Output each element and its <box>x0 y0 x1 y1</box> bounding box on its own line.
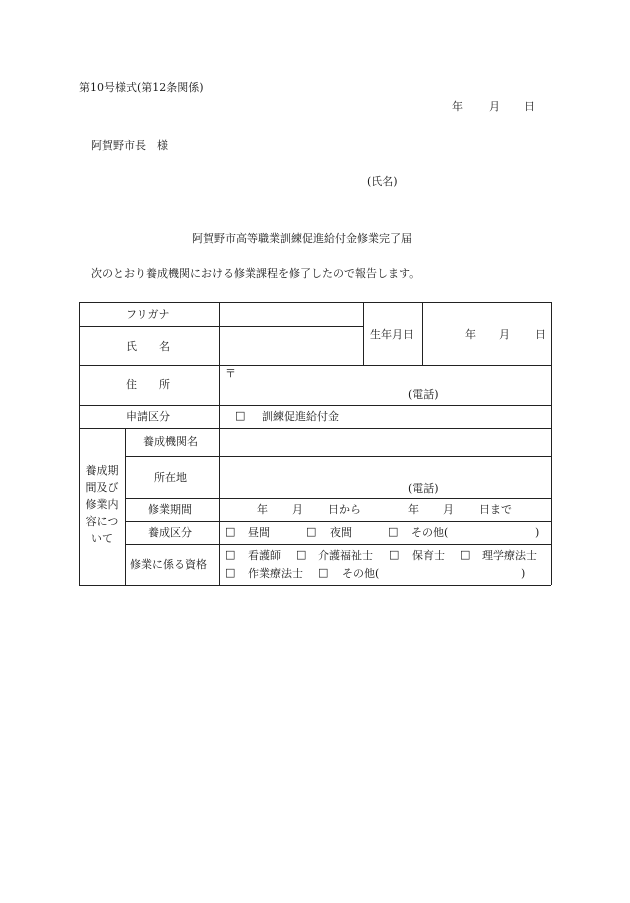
address-phone-label: (電話) <box>408 388 439 401</box>
section-label-line: 養成期 <box>85 464 119 477</box>
childcare-label: 保育士 <box>412 549 445 562</box>
birth-day-label: 日 <box>535 328 546 341</box>
nighttime-checkbox[interactable]: □ <box>306 525 317 538</box>
name-field[interactable] <box>221 328 361 363</box>
furigana-label: フリガナ <box>126 308 170 321</box>
section-label-line: 修業内 <box>85 498 119 511</box>
institution-name-field[interactable] <box>221 430 549 454</box>
form-number: 第10号様式(第12条関係) <box>79 81 204 94</box>
training-other-close: ) <box>535 526 540 539</box>
location-phone-label: (電話) <box>408 482 439 495</box>
occupational-checkbox[interactable]: □ <box>225 566 236 579</box>
daytime-checkbox[interactable]: □ <box>225 525 236 538</box>
application-checkbox[interactable]: □ <box>235 409 246 422</box>
daytime-label: 昼間 <box>248 526 270 539</box>
section-label <box>79 462 125 547</box>
birth-year-label: 年 <box>465 328 476 341</box>
name-label: 氏 名 <box>126 340 170 353</box>
location-field[interactable] <box>221 458 549 496</box>
section-label-line: いて <box>91 532 113 545</box>
application-type-label: 申請区分 <box>126 410 170 423</box>
period-from-label: 日から <box>328 503 361 516</box>
document-title: 阿賀野市高等職業訓練促進給付金修業完了届 <box>192 232 412 245</box>
training-type-label: 養成区分 <box>148 526 192 539</box>
date-month-label: 月 <box>489 100 500 113</box>
date-day-label: 日 <box>524 100 535 113</box>
birthdate-label: 生年月日 <box>370 328 414 341</box>
period-month-from: 月 <box>292 503 303 516</box>
birth-month-label: 月 <box>499 328 510 341</box>
qualification-other-label: その他( <box>342 567 380 580</box>
training-other-checkbox[interactable]: □ <box>388 525 399 538</box>
period-to-label: 日まで <box>479 503 512 516</box>
physio-label: 理学療法士 <box>482 549 537 562</box>
qualification-other-checkbox[interactable]: □ <box>318 566 329 579</box>
nighttime-label: 夜間 <box>330 526 352 539</box>
intro-text: 次のとおり養成機関における修業課程を修了したので報告します。 <box>91 267 421 280</box>
care-worker-label: 介護福祉士 <box>318 549 373 562</box>
qualification-label: 修業に係る資格 <box>130 558 207 571</box>
location-label: 所在地 <box>154 471 187 484</box>
date-year-label: 年 <box>452 100 463 113</box>
period-year-from: 年 <box>257 503 268 516</box>
period-year-to: 年 <box>408 503 419 516</box>
nurse-checkbox[interactable]: □ <box>225 548 236 561</box>
childcare-checkbox[interactable]: □ <box>389 548 400 561</box>
training-other-label: その他( <box>411 526 449 539</box>
addressee: 阿賀野市長 様 <box>91 139 168 152</box>
institution-name-label: 養成機関名 <box>143 435 198 448</box>
application-value: 訓練促進給付金 <box>262 410 339 423</box>
address-field[interactable] <box>221 367 549 403</box>
care-worker-checkbox[interactable]: □ <box>296 548 307 561</box>
address-label: 住 所 <box>126 378 170 391</box>
section-label-line: 間及び <box>85 481 119 494</box>
section-label-line: 容につ <box>85 515 119 528</box>
furigana-field[interactable] <box>221 304 361 324</box>
study-period-label: 修業期間 <box>148 503 192 516</box>
physio-checkbox[interactable]: □ <box>460 548 471 561</box>
qualification-other-close: ) <box>521 567 526 580</box>
postal-mark: 〒 <box>225 367 236 380</box>
applicant-name-label: (氏名) <box>367 175 398 188</box>
period-month-to: 月 <box>443 503 454 516</box>
nurse-label: 看護師 <box>248 549 281 562</box>
occupational-label: 作業療法士 <box>248 567 303 580</box>
